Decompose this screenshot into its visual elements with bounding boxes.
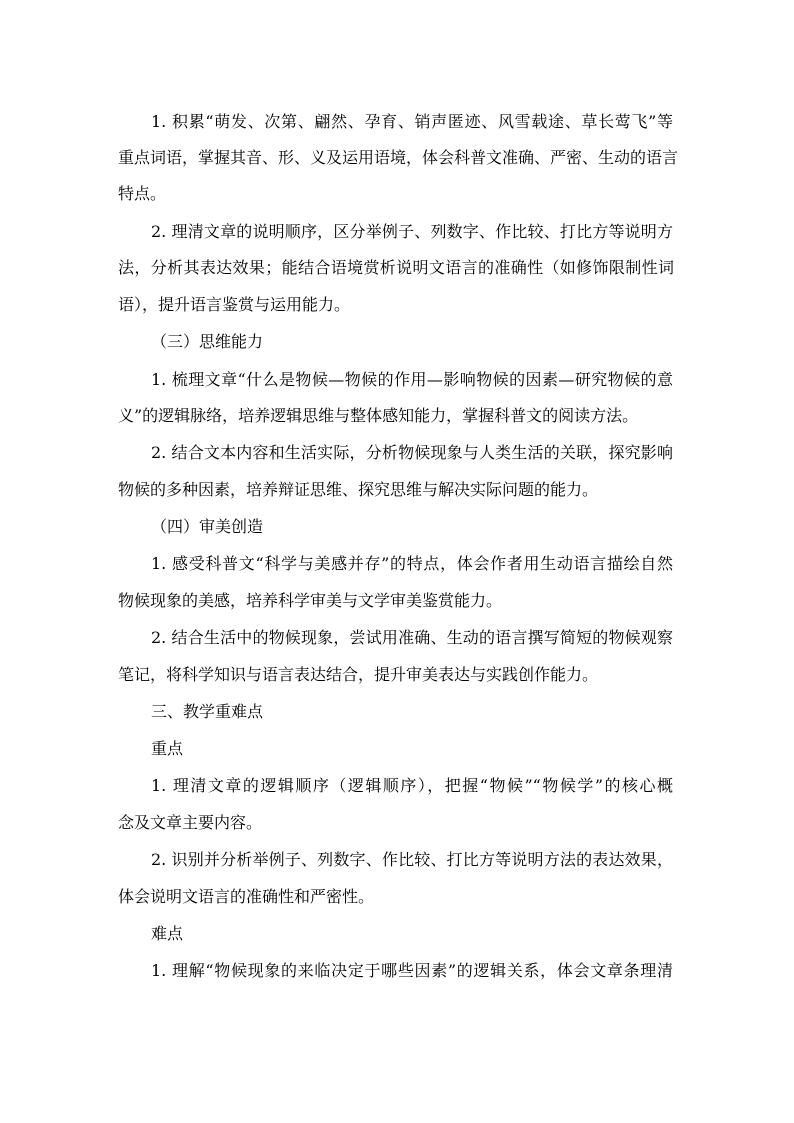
objective-1-line-1: 1. 积累“萌发、次第、翩然、孕育、销声匿迹、风雪载途、草长莺飞”等 xyxy=(151,112,673,131)
objective-2-line-3: 语），提升语言鉴赏与运用能力。 xyxy=(118,295,351,314)
section-heading-key-points: 三、教学重难点 xyxy=(151,702,264,721)
section-heading-thinking: （三）思维能力 xyxy=(151,332,264,351)
objective-1-line-2: 重点词语，掌握其音、形、义及运用语境，体会科普文准确、严密、生动的语言 xyxy=(118,148,679,167)
aesthetic-2-line-1: 2. 结合生活中的物候现象，尝试用准确、生动的语言撰写简短的物候观察 xyxy=(151,628,673,647)
focus-2-line-1: 2. 识别并分析举例子、列数字、作比较、打比方等说明方法的表达效果， xyxy=(151,850,673,869)
focus-1-line-2: 念及文章主要内容。 xyxy=(118,813,263,832)
objective-2-line-2: 法，分析其表达效果；能结合语境赏析说明文语言的准确性（如修饰限制性词 xyxy=(118,258,674,277)
subheading-focus: 重点 xyxy=(151,739,184,758)
focus-1-line-1: 1. 理清文章的逻辑顺序（逻辑顺序），把握“物候”“物候学”的核心概 xyxy=(151,776,673,795)
objective-1-line-3: 特点。 xyxy=(118,184,167,203)
thinking-1-line-2: 义”的逻辑脉络，培养逻辑思维与整体感知能力，掌握科普文的阅读方法。 xyxy=(118,406,639,425)
difficulty-1-line-1: 1. 理解“物候现象的来临决定于哪些因素”的逻辑关系，体会文章条理清 xyxy=(151,961,673,980)
aesthetic-1-line-2: 物候现象的美感，培养科学审美与文学审美鉴赏能力。 xyxy=(118,591,503,610)
thinking-2-line-1: 2. 结合文本内容和生活实际，分析物候现象与人类生活的关联，探究影响 xyxy=(151,443,673,462)
aesthetic-1-line-1: 1. 感受科普文“科学与美感并存”的特点，体会作者用生动语言描绘自然 xyxy=(151,554,673,573)
focus-2-line-2: 体会说明文语言的准确性和严密性。 xyxy=(118,887,375,906)
objective-2-line-1: 2. 理清文章的说明顺序，区分举例子、列数字、作比较、打比方等说明方 xyxy=(151,222,673,241)
thinking-1-line-1: 1. 梳理文章“什么是物候—物候的作用—影响物候的因素—研究物候的意 xyxy=(151,370,673,389)
section-heading-aesthetic: （四）审美创造 xyxy=(151,517,264,536)
aesthetic-2-line-2: 笔记，将科学知识与语言表达结合，提升审美表达与实践创作能力。 xyxy=(118,665,599,684)
subheading-difficulty: 难点 xyxy=(151,924,184,943)
thinking-2-line-2: 物候的多种因素，培养辩证思维、探究思维与解决实际问题的能力。 xyxy=(118,480,599,499)
